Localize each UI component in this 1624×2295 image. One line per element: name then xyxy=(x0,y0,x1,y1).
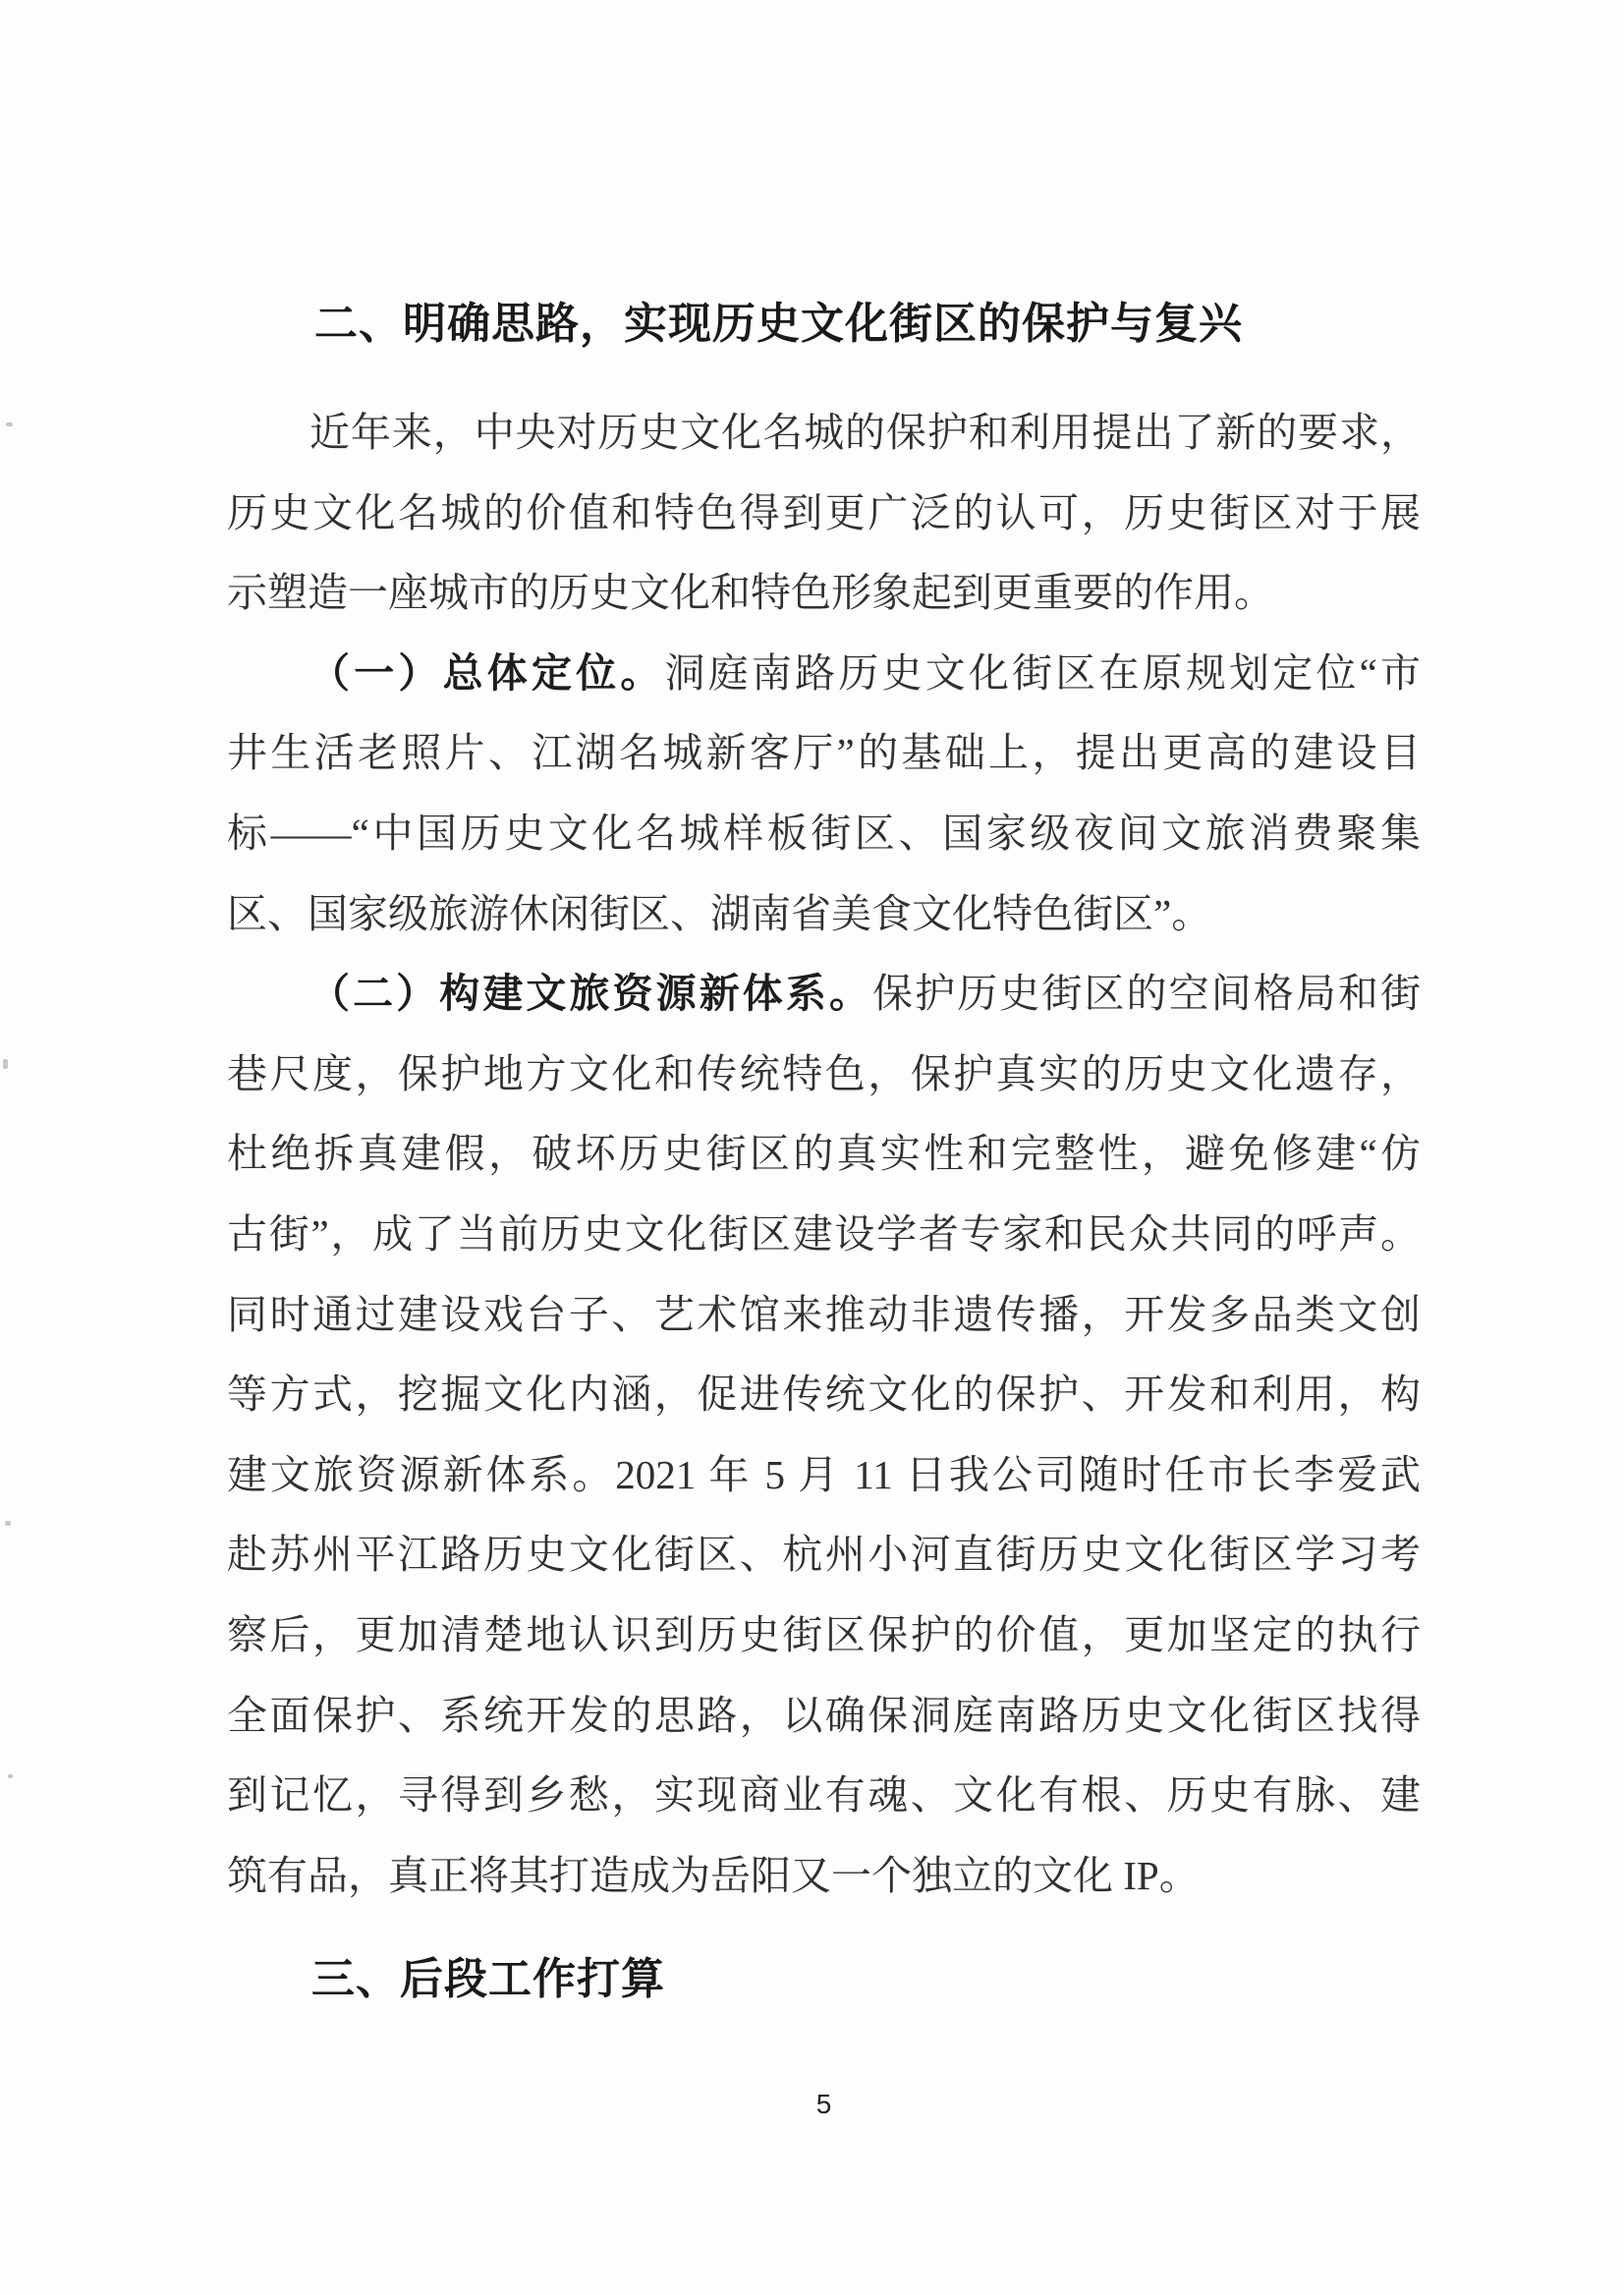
text-line: 等方式，挖掘文化内涵，促进传统文化的保护、开发和利用，构 xyxy=(227,1371,1421,1418)
text-line: （一）总体定位。洞庭南路历史文化街区在原规划定位“市 xyxy=(309,649,1422,696)
text-line: 建文旅资源新体系。2021 年 5 月 11 日我公司随时任市长李爱武 xyxy=(227,1451,1421,1497)
text-line: 井生活老照片、江湖名城新客厅”的基础上，提出更高的建设目 xyxy=(227,730,1421,776)
text-line: 近年来，中央对历史文化名城的保护和利用提出了新的要求， xyxy=(309,410,1421,455)
text-line: 示塑造一座城市的历史文化和特色形象起到更重要的作用。 xyxy=(227,570,1274,616)
scan-artifact xyxy=(5,1521,11,1526)
body-text xyxy=(227,393,1421,1916)
text-line: （二）构建文旅资源新体系。保护历史街区的空间格局和街 xyxy=(309,971,1422,1017)
text-line: 到记忆，寻得到乡愁，实现商业有魂、文化有根、历史有脉、建 xyxy=(227,1772,1421,1819)
section-3-heading: 三、后段工作打算 xyxy=(311,1955,665,2003)
scan-artifact xyxy=(6,422,13,426)
text-line: 杜绝拆真建假，破坏历史街区的真实性和完整性，避免修建“仿 xyxy=(227,1131,1421,1177)
text-line: 标——“中国历史文化名城样板街区、国家级夜间文旅消费聚集 xyxy=(227,810,1421,856)
text-line: 区、国家级旅游休闲街区、湖南省美食文化特色街区”。 xyxy=(227,890,1212,936)
text-line: 赴苏州平江路历史文化街区、杭州小河直街历史文化街区学习考 xyxy=(227,1532,1421,1578)
scan-artifact xyxy=(8,1774,13,1778)
text-line: 察后，更加清楚地认识到历史街区保护的价值，更加坚定的执行 xyxy=(227,1611,1421,1657)
text-line: 历史文化名城的价值和特色得到更广泛的认可，历史街区对于展 xyxy=(227,489,1421,535)
scan-artifact xyxy=(3,1059,8,1069)
text-line: 全面保护、系统开发的思路，以确保洞庭南路历史文化街区找得 xyxy=(227,1692,1421,1738)
text-line: 筑有品，真正将其打造成为岳阳又一个独立的文化 IP。 xyxy=(227,1852,1200,1898)
section-2-heading: 二、明确思路，实现历史文化街区的保护与复兴 xyxy=(314,300,1243,348)
run-in-subheading: （二）构建文旅资源新体系。 xyxy=(309,971,873,1017)
text-line: 同时通过建设戏台子、艺术馆来推动非遗传播，开发多品类文创 xyxy=(227,1291,1421,1337)
run-in-subheading: （一）总体定位。 xyxy=(309,649,665,696)
text-line: 古街”，成了当前历史文化街区建设学者专家和民众共同的呼声。 xyxy=(227,1210,1421,1257)
text-line: 巷尺度，保护地方文化和传统特色，保护真实的历史文化遗存， xyxy=(227,1050,1421,1096)
page-number: 5 xyxy=(815,2089,832,2119)
